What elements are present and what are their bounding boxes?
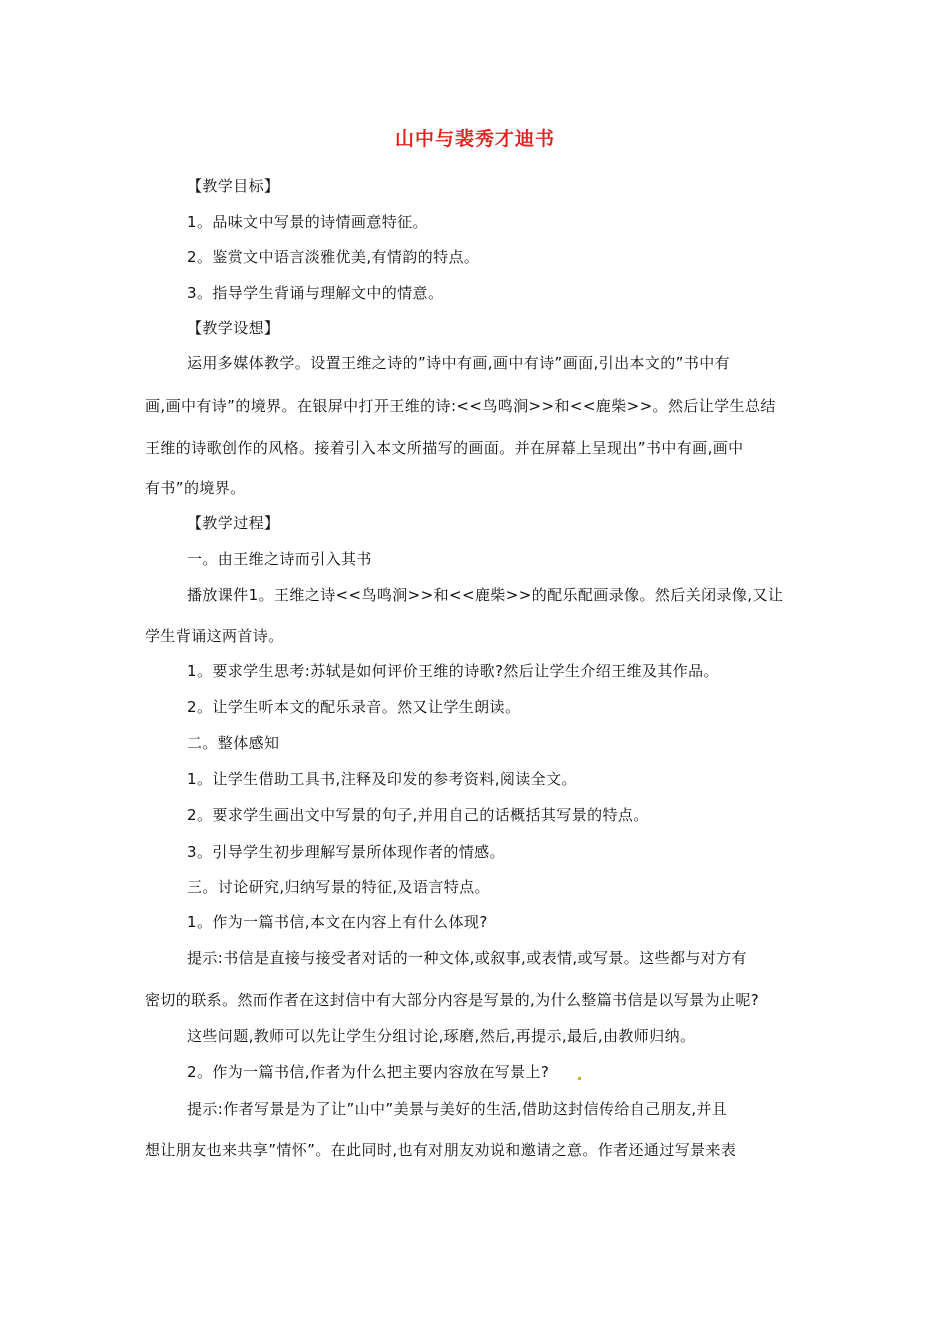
design-paragraph-line: 有书”的境界。 [145, 479, 246, 497]
part3-hint-line: 密切的联系。然而作者在这封信中有大部分内容是写景的,为什么整篇书信是以写景为止呢? [145, 991, 760, 1009]
goal-item-3: 3。指导学生背诵与理解文中的情意。 [187, 284, 444, 302]
part3-hint-line: 提示:作者写景是为了让”山中”美景与美好的生活,借助这封信传给自己朋友,并且 [187, 1100, 728, 1118]
part2-item-2: 2。要求学生画出文中写景的句子,并用自己的话概括其写景的特点。 [187, 806, 649, 824]
part1-paragraph-line: 学生背诵这两首诗。 [145, 627, 284, 645]
part3-question-2: 2。作为一篇书信,作者为什么把主要内容放在写景上? [187, 1063, 550, 1081]
part3-heading: 三。讨论研究,归纳写景的特征,及语言特点。 [187, 878, 490, 896]
part1-item-1: 1。要求学生思考:苏轼是如何评价王维的诗歌?然后让学生介绍王维及其作品。 [187, 662, 719, 680]
section-heading-process: 【教学过程】 [187, 514, 280, 532]
document-title: 山中与裴秀才迪书 [394, 128, 555, 150]
part3-hint-line: 提示:书信是直接与接受者对话的一种文体,或叙事,或表情,或写景。这些都与对方有 [187, 949, 747, 967]
goal-item-2: 2。鉴赏文中语言淡雅优美,有情韵的特点。 [187, 248, 480, 266]
part3-hint-line: 想让朋友也来共享”情怀”。在此同时,也有对朋友劝说和邀请之意。作者还通过写景来表 [145, 1141, 737, 1159]
part3-hint-line: 这些问题,教师可以先让学生分组讨论,琢磨,然后,再提示,最后,由教师归纳。 [187, 1027, 696, 1045]
design-paragraph-line: 王维的诗歌创作的风格。接着引入本文所描写的画面。并在屏幕上呈现出”书中有画,画中 [145, 439, 744, 457]
part2-item-3: 3。引导学生初步理解写景所体现作者的情感。 [187, 843, 505, 861]
part3-question-1: 1。作为一篇书信,本文在内容上有什么体现? [187, 913, 488, 931]
section-heading-design: 【教学设想】 [187, 319, 280, 337]
design-paragraph-line: 画,画中有诗”的境界。在银屏中打开王维的诗:<<鸟鸣涧>>和<<鹿柴>>。然后让学生总结 [145, 397, 776, 415]
part1-item-2: 2。让学生听本文的配乐录音。然又让学生朗读。 [187, 698, 521, 716]
goal-item-1: 1。品味文中写景的诗情画意特征。 [187, 213, 428, 231]
part1-heading: 一。由王维之诗而引入其书 [187, 550, 372, 568]
part2-heading: 二。整体感知 [187, 734, 280, 752]
section-heading-goals: 【教学目标】 [187, 177, 280, 195]
design-paragraph-line: 运用多媒体教学。设置王维之诗的”诗中有画,画中有诗”画面,引出本文的”书中有 [187, 354, 731, 372]
part1-paragraph-line: 播放课件1。王维之诗<<鸟鸣涧>>和<<鹿柴>>的配乐配画录像。然后关闭录像,又让 [187, 586, 784, 604]
highlight-mark [578, 1077, 581, 1080]
part2-item-1: 1。让学生借助工具书,注释及印发的参考资料,阅读全文。 [187, 770, 577, 788]
